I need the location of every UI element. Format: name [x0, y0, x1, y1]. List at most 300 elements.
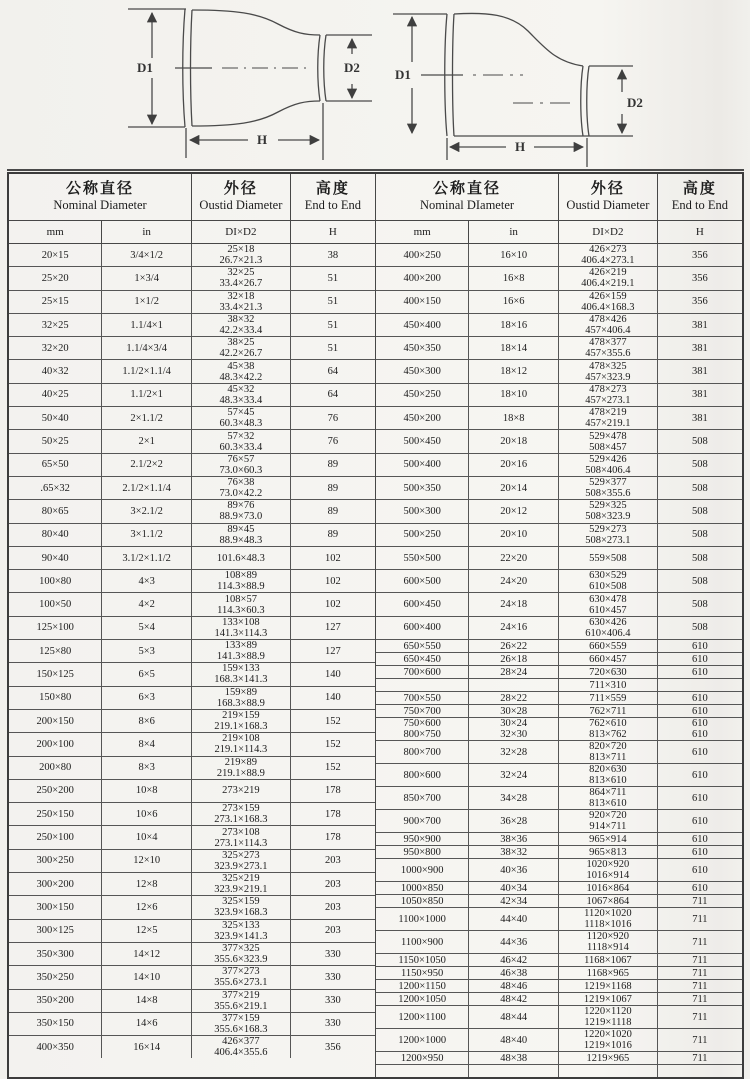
cell-dd: 1219×1067: [559, 993, 658, 1005]
cell-in: 6×3: [102, 687, 192, 709]
cell-h: 51: [327, 319, 339, 331]
cell-mm: 300×150: [9, 896, 102, 918]
cell-dd: 1016×864: [559, 882, 658, 894]
table-row: [9, 314, 375, 337]
cell-dd: 1120×1020 1118×1016: [559, 908, 658, 930]
table-row: [9, 990, 375, 1013]
table-row: [376, 846, 742, 859]
cell-dd: 660×559: [559, 640, 658, 652]
table-row: [9, 640, 375, 663]
cell-dd: 45×38 48.3×42.2: [192, 360, 291, 382]
table-row: [9, 547, 375, 570]
cell-h: 508: [692, 575, 708, 587]
header-outside-diameter: [559, 174, 658, 220]
table-row: [9, 291, 375, 314]
cell-h: [658, 679, 742, 691]
cell-dd: 32×25 33.4×26.7: [192, 267, 291, 289]
table-row: [376, 666, 742, 679]
subheader-mm: mm: [9, 221, 102, 243]
cell-in: 12×6: [102, 896, 192, 918]
cell-mm: [376, 679, 469, 691]
cell-mm: 125×80: [9, 640, 102, 662]
cell-in: 6×5: [102, 663, 192, 685]
cell-h: 610: [692, 864, 708, 876]
cell-mm: 350×250: [9, 966, 102, 988]
cell-dd: 325×159 323.9×168.3: [192, 896, 291, 918]
table-row: [376, 430, 742, 453]
table-row: [9, 710, 375, 733]
cell-mm: [376, 1065, 469, 1077]
cell-mm: 600×400: [376, 617, 469, 639]
header-nominal-en: Nominal DIameter: [419, 198, 515, 212]
cell-h: 89: [327, 482, 339, 494]
cell-mm: 500×250: [376, 524, 469, 546]
cell-in: 26×18: [469, 653, 559, 665]
table-row: [376, 640, 742, 653]
cell-mm: 32×25: [9, 314, 102, 336]
table-row: [9, 803, 375, 826]
table-row: [376, 407, 742, 430]
cell-in: 18×10: [469, 384, 559, 406]
cell-dd: 1067×864: [559, 895, 658, 907]
cell-dd: 219×108 219.1×114.3: [192, 733, 291, 755]
table-left-body: [9, 244, 375, 1058]
table-row: [9, 1013, 375, 1036]
dim-label-h: H: [514, 139, 526, 154]
cell-in: 8×3: [102, 757, 192, 779]
cell-mm: 200×100: [9, 733, 102, 755]
cell-dd: 529×325 508×323.9: [559, 500, 658, 522]
cell-h: 89: [327, 529, 339, 541]
table-row: [376, 291, 742, 314]
cell-in: 16×8: [469, 267, 559, 289]
cell-h: 711: [692, 913, 708, 925]
cell-mm: 1200×1100: [376, 1006, 469, 1028]
concentric-reducer-svg: [0, 0, 375, 170]
table-row: [376, 524, 742, 547]
cell-mm: 800×700: [376, 741, 469, 763]
cell-mm: 300×125: [9, 920, 102, 942]
table-right: [376, 174, 742, 1077]
cell-in: [469, 679, 559, 691]
cell-dd: 426×377 406.4×355.6: [192, 1036, 291, 1058]
cell-in: 18×12: [469, 360, 559, 382]
cell-in: 28×22: [469, 692, 559, 704]
table-row: [9, 780, 375, 803]
cell-mm: 90×40: [9, 547, 102, 569]
cell-dd: 377×273 355.6×273.1: [192, 966, 291, 988]
cell-h: 610: [692, 792, 708, 804]
cell-dd: 45×32 48.3×33.4: [192, 384, 291, 406]
cell-dd: 377×159 355.6×168.3: [192, 1013, 291, 1035]
cell-h: 711: [692, 1011, 708, 1023]
table-row: [9, 757, 375, 780]
cell-in: 3/4×1/2: [102, 244, 192, 266]
cell-in: 14×8: [102, 990, 192, 1012]
cell-mm: 650×550: [376, 640, 469, 652]
cell-in: 48×42: [469, 993, 559, 1005]
header-h-zh: 高度: [315, 181, 350, 197]
cell-h: 203: [325, 855, 341, 867]
cell-mm: 650×450: [376, 653, 469, 665]
eccentric-reducer-svg: [375, 0, 750, 170]
table-row: [9, 524, 375, 547]
cell-in: 8×6: [102, 710, 192, 732]
dim-label-d2: D2: [344, 60, 360, 75]
cell-h: 711: [692, 936, 708, 948]
cell-mm: 1200×1150: [376, 980, 469, 992]
cell-dd: 159×89 168.3×88.9: [192, 687, 291, 709]
cell-dd: 25×18 26.7×21.3: [192, 244, 291, 266]
cell-in: 12×5: [102, 920, 192, 942]
cell-dd: 660×457: [559, 653, 658, 665]
cell-dd: 133×108 141.3×114.3: [192, 617, 291, 639]
table-row: [376, 810, 742, 833]
cell-dd: 630×529 610×508: [559, 570, 658, 592]
cell-in: 16×6: [469, 291, 559, 313]
cell-h: 140: [325, 692, 341, 704]
table-row: [376, 1006, 742, 1029]
cell-in: 44×40: [469, 908, 559, 930]
table-row: [9, 617, 375, 640]
cell-mm: 400×150: [376, 291, 469, 313]
cell-dd: 325×219 323.9×219.1: [192, 873, 291, 895]
cell-mm: 550×500: [376, 547, 469, 569]
cell-dd: 273×219: [192, 780, 291, 802]
cell-h: [658, 1065, 742, 1077]
cell-h: 140: [325, 668, 341, 680]
table-row: [376, 764, 742, 787]
cell-dd: 377×325 355.6×323.9: [192, 943, 291, 965]
cell-h: 610: [692, 666, 708, 678]
header-nominal-zh: 公称直径: [65, 181, 134, 197]
cell-h: 64: [327, 389, 339, 401]
header-end-to-end: [658, 174, 742, 220]
table-row: [376, 967, 742, 980]
cell-h: 356: [325, 1041, 341, 1053]
cell-mm: 900×700: [376, 810, 469, 832]
table-row: [376, 895, 742, 908]
cell-dd: 864×711 813×610: [559, 787, 658, 809]
table-row: [376, 593, 742, 616]
cell-h: 610: [692, 692, 708, 704]
cell-in: 48×44: [469, 1006, 559, 1028]
cell-h: 51: [327, 272, 339, 284]
cell-h: 102: [325, 575, 341, 587]
cell-in: 1.1/4×3/4: [102, 337, 192, 359]
cell-mm: 700×600: [376, 666, 469, 678]
header-od-zh: 外径: [590, 181, 625, 197]
cell-h: 610: [692, 833, 708, 845]
header-nominal-diameter: [9, 174, 192, 220]
cell-dd: 1219×1168: [559, 980, 658, 992]
cell-in: 34×28: [469, 787, 559, 809]
cell-in: 12×8: [102, 873, 192, 895]
cell-in: 1×1/2: [102, 291, 192, 313]
cell-in: 2.1/2×1.1/4: [102, 477, 192, 499]
table-row: [376, 314, 742, 337]
table-right-subheader: [376, 221, 742, 244]
table-row: [376, 384, 742, 407]
cell-in: 48×46: [469, 980, 559, 992]
cell-dd: 426×273 406.4×273.1: [559, 244, 658, 266]
cell-dd: 1120×920 1118×914: [559, 931, 658, 953]
cell-dd: 478×426 457×406.4: [559, 314, 658, 336]
cell-h: 356: [692, 249, 708, 261]
cell-dd: 630×478 610×457: [559, 593, 658, 615]
cell-in: 20×12: [469, 500, 559, 522]
table-row: [376, 454, 742, 477]
cell-h: 711: [692, 967, 708, 979]
table-row: [376, 267, 742, 290]
table-row: [9, 1036, 375, 1058]
table-row: [376, 993, 742, 1006]
subheader-d1xd2: DI×D2: [192, 221, 291, 243]
cell-h: 508: [692, 436, 708, 448]
cell-mm: 150×125: [9, 663, 102, 685]
cell-mm: 50×25: [9, 430, 102, 452]
cell-in: 10×4: [102, 826, 192, 848]
cell-mm: 500×350: [376, 477, 469, 499]
cell-in: 46×42: [469, 954, 559, 966]
table-row: [376, 477, 742, 500]
cell-mm: 750×600 800×750: [376, 718, 469, 740]
dim-label-d1: D1: [395, 67, 411, 82]
cell-h: 508: [692, 622, 708, 634]
cell-mm: 1100×1000: [376, 908, 469, 930]
table-row: [9, 407, 375, 430]
cell-in: 1×3/4: [102, 267, 192, 289]
technical-drawings: [0, 0, 750, 170]
cell-in: 26×22: [469, 640, 559, 652]
table-row: [9, 733, 375, 756]
cell-mm: 350×200: [9, 990, 102, 1012]
cell-dd: 478×325 457×323.9: [559, 360, 658, 382]
cell-dd: 529×478 508×457: [559, 430, 658, 452]
header-od-zh: 外径: [223, 181, 258, 197]
cell-h: 89: [327, 459, 339, 471]
cell-mm: 80×40: [9, 524, 102, 546]
cell-in: 22×20: [469, 547, 559, 569]
table-row: [376, 787, 742, 810]
cell-dd: 159×133 168.3×141.3: [192, 663, 291, 685]
header-end-to-end: [291, 174, 375, 220]
table-row: [9, 663, 375, 686]
cell-dd: 108×57 114.3×60.3: [192, 593, 291, 615]
cell-dd: 762×711: [559, 705, 658, 717]
cell-dd: 325×273 323.9×273.1: [192, 850, 291, 872]
cell-in: 24×18: [469, 593, 559, 615]
cell-h: 381: [692, 389, 708, 401]
table-row: [376, 931, 742, 954]
cell-dd: 325×133 323.9×141.3: [192, 920, 291, 942]
cell-in: 3×2.1/2: [102, 500, 192, 522]
cell-mm: 1200×950: [376, 1052, 469, 1064]
cell-dd: 32×18 33.4×21.3: [192, 291, 291, 313]
cell-mm: 65×50: [9, 454, 102, 476]
concentric-reducer-drawing: [0, 0, 375, 170]
cell-dd: 426×219 406.4×219.1: [559, 267, 658, 289]
cell-h: 610: [692, 882, 708, 894]
cell-dd: 720×630: [559, 666, 658, 678]
cell-dd: 920×720 914×711: [559, 810, 658, 832]
cell-mm: 50×40: [9, 407, 102, 429]
subheader-mm: mm: [376, 221, 469, 243]
cell-h: 356: [692, 272, 708, 284]
cell-in: 32×28: [469, 741, 559, 763]
cell-in: 30×24 32×30: [469, 718, 559, 740]
table-row: [9, 826, 375, 849]
cell-dd: 1168×965: [559, 967, 658, 979]
cell-mm: 300×250: [9, 850, 102, 872]
table-row: [376, 692, 742, 705]
cell-h: 508: [692, 552, 708, 564]
cell-mm: 300×200: [9, 873, 102, 895]
cell-mm: 400×250: [376, 244, 469, 266]
cell-in: 24×16: [469, 617, 559, 639]
cell-mm: 200×150: [9, 710, 102, 732]
table-row: [376, 679, 742, 692]
table-row: [9, 454, 375, 477]
cell-dd: 965×813: [559, 846, 658, 858]
cell-h: 610: [692, 705, 708, 717]
table-row: [376, 705, 742, 718]
cell-h: 330: [325, 971, 341, 983]
table-row: [376, 360, 742, 383]
cell-mm: 20×15: [9, 244, 102, 266]
table-row: [376, 500, 742, 523]
cell-h: 127: [325, 645, 341, 657]
cell-h: 178: [325, 808, 341, 820]
table-row: [376, 1065, 742, 1077]
table-left-subheader: [9, 221, 375, 244]
cell-in: 12×10: [102, 850, 192, 872]
cell-h: 152: [325, 762, 341, 774]
header-h-en: End to End: [304, 198, 362, 212]
cell-in: 18×8: [469, 407, 559, 429]
cell-in: 38×32: [469, 846, 559, 858]
cell-dd: 559×508: [559, 547, 658, 569]
header-od-en: Oustid Diameter: [566, 198, 650, 212]
cell-mm: 125×100: [9, 617, 102, 639]
cell-dd: 1220×1020 1219×1016: [559, 1029, 658, 1051]
cell-mm: 100×80: [9, 570, 102, 592]
cell-mm: 500×450: [376, 430, 469, 452]
dim-label-d1: D1: [137, 60, 153, 75]
cell-h: 102: [325, 552, 341, 564]
cell-h: 76: [327, 436, 339, 448]
cell-in: 20×18: [469, 430, 559, 452]
cell-h: 508: [692, 505, 708, 517]
cell-h: 711: [692, 993, 708, 1005]
cell-in: 1.1/2×1.1/4: [102, 360, 192, 382]
cell-mm: 350×150: [9, 1013, 102, 1035]
cell-mm: 450×300: [376, 360, 469, 382]
table-row: [9, 873, 375, 896]
cell-h: 330: [325, 995, 341, 1007]
cell-in: 2×1.1/2: [102, 407, 192, 429]
cell-in: 32×24: [469, 764, 559, 786]
cell-h: 711: [692, 1052, 708, 1064]
cell-dd: 478×219 457×219.1: [559, 407, 658, 429]
cell-mm: 1200×1000: [376, 1029, 469, 1051]
cell-in: 1.1/4×1: [102, 314, 192, 336]
cell-mm: 600×500: [376, 570, 469, 592]
cell-mm: 500×300: [376, 500, 469, 522]
cell-mm: 32×20: [9, 337, 102, 359]
cell-dd: 478×273 457×273.1: [559, 384, 658, 406]
cell-h: 356: [692, 296, 708, 308]
header-h-zh: 高度: [682, 181, 717, 197]
cell-mm: 450×350: [376, 337, 469, 359]
table-row: [376, 833, 742, 846]
table-left-header: [9, 174, 375, 221]
cell-in: 44×36: [469, 931, 559, 953]
cell-mm: 1000×850: [376, 882, 469, 894]
cell-h: 330: [325, 948, 341, 960]
cell-mm: 1100×900: [376, 931, 469, 953]
subheader-in: in: [469, 221, 559, 243]
cell-dd: 711×559: [559, 692, 658, 704]
table-row: [376, 882, 742, 895]
cell-in: 42×34: [469, 895, 559, 907]
table-row: [9, 593, 375, 616]
cell-dd: 133×89 141.3×88.9: [192, 640, 291, 662]
table-row: [376, 954, 742, 967]
table-row: [9, 943, 375, 966]
cell-mm: 250×150: [9, 803, 102, 825]
header-od-en: Oustid Diameter: [199, 198, 283, 212]
cell-mm: 1200×1050: [376, 993, 469, 1005]
cell-h: 508: [692, 599, 708, 611]
cell-dd: 1168×1067: [559, 954, 658, 966]
cell-in: 3.1/2×1.1/2: [102, 547, 192, 569]
cell-h: 610: [692, 846, 708, 858]
cell-dd: 1219×965: [559, 1052, 658, 1064]
cell-mm: 80×65: [9, 500, 102, 522]
cell-dd: 101.6×48.3: [192, 547, 291, 569]
cell-h: 127: [325, 622, 341, 634]
cell-mm: 450×400: [376, 314, 469, 336]
cell-h: 381: [692, 342, 708, 354]
cell-mm: 600×450: [376, 593, 469, 615]
cell-h: 610: [692, 769, 708, 781]
table-row: [376, 741, 742, 764]
table-row: [9, 920, 375, 943]
cell-h: 610 610: [692, 718, 708, 741]
cell-dd: 273×108 273.1×114.3: [192, 826, 291, 848]
cell-dd: 820×720 813×711: [559, 741, 658, 763]
cell-dd: [559, 1065, 658, 1077]
cell-in: 36×28: [469, 810, 559, 832]
table-left: [9, 174, 376, 1077]
cell-mm: 25×20: [9, 267, 102, 289]
table-row: [376, 653, 742, 666]
cell-h: 203: [325, 901, 341, 913]
cell-mm: 500×400: [376, 454, 469, 476]
table-row: [9, 360, 375, 383]
cell-h: 51: [327, 296, 339, 308]
cell-dd: 630×426 610×406.4: [559, 617, 658, 639]
cell-in: 10×6: [102, 803, 192, 825]
cell-in: 20×14: [469, 477, 559, 499]
cell-in: 1.1/2×1: [102, 384, 192, 406]
cell-mm: 450×200: [376, 407, 469, 429]
cell-mm: 250×200: [9, 780, 102, 802]
cell-in: 2×1: [102, 430, 192, 452]
header-h-en: End to End: [671, 198, 729, 212]
cell-dd: 965×914: [559, 833, 658, 845]
